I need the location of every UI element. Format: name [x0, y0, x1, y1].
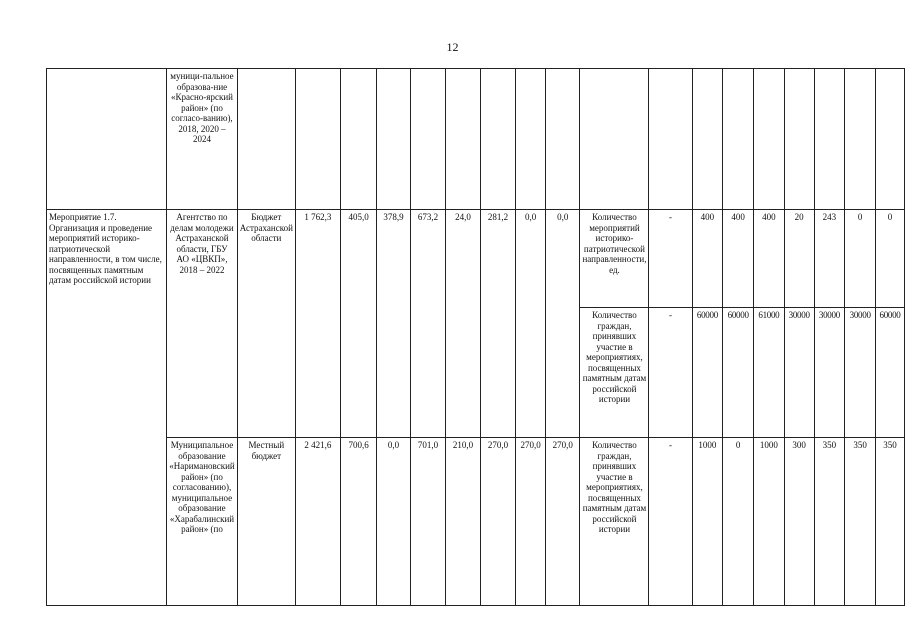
- cell-empty: [516, 69, 546, 210]
- cell-indicator-value: 61000: [754, 308, 785, 438]
- cell-funding-year: 700,6: [340, 438, 376, 606]
- cell-funding-year: 270,0: [516, 438, 546, 606]
- cell-empty: [580, 69, 649, 210]
- cell-empty: [295, 69, 340, 210]
- cell-empty: [377, 69, 411, 210]
- cell-indicator-name: Количество мероприятий историко-патриотической направленности, ед.: [580, 210, 649, 308]
- cell-indicator-value: 60000: [876, 308, 905, 438]
- cell-indicator-value: 243: [814, 210, 845, 308]
- cell-indicator-value: 400: [692, 210, 723, 308]
- cell-empty: [649, 69, 692, 210]
- cell-indicator-base: -: [649, 210, 692, 308]
- cell-indicator-value: 30000: [784, 308, 814, 438]
- cell-funding-year: 210,0: [446, 438, 481, 606]
- cell-funding-year: 0,0: [516, 210, 546, 438]
- cell-funding-year: 378,9: [377, 210, 411, 438]
- cell-executor: Агентство по делам молодежи Астраханской области, ГБУ АО «ЦВКП», 2018 – 2022: [167, 210, 237, 438]
- cell-executor: муници-пальное образова-ние «Красно-ярский район» (по согласо-ванию), 2018, 2020 – 2024: [167, 69, 237, 210]
- cell-indicator-value: 350: [845, 438, 876, 606]
- cell-funding-source: Бюджет Астраханской области: [237, 210, 295, 438]
- cell-funding-year: 0,0: [377, 438, 411, 606]
- cell-indicator-value: 350: [814, 438, 845, 606]
- cell-empty: [723, 69, 754, 210]
- cell-indicator-base: -: [649, 308, 692, 438]
- program-table: [46, 68, 905, 606]
- cell-funding-total: 1 762,3: [295, 210, 340, 438]
- cell-empty: [754, 69, 785, 210]
- cell-name-empty: [47, 69, 167, 210]
- cell-empty: [814, 69, 845, 210]
- cell-empty: [340, 69, 376, 210]
- cell-executor: Муниципальное образование «Наримановский район» (по согласованию), муниципальное образование «Харабалинский район» (по: [167, 438, 237, 606]
- table-row-municipal: [47, 438, 905, 606]
- cell-indicator-value: 30000: [814, 308, 845, 438]
- cell-indicator-value: 0: [845, 210, 876, 308]
- cell-funding-total: 2 421,6: [295, 438, 340, 606]
- cell-empty: [410, 69, 445, 210]
- cell-indicator-base: -: [649, 438, 692, 606]
- cell-empty: [446, 69, 481, 210]
- cell-indicator-value: 400: [723, 210, 754, 308]
- cell-indicator-value: 300: [784, 438, 814, 606]
- cell-empty: [237, 69, 295, 210]
- cell-indicator-value: 1000: [754, 438, 785, 606]
- cell-empty: [845, 69, 876, 210]
- cell-empty: [692, 69, 723, 210]
- cell-funding-year: 281,2: [480, 210, 515, 438]
- cell-measure-name: Мероприятие 1.7. Организация и проведение мероприятий историко-патриотической направленности, в том числе, посвященных памятным датам российской истории: [47, 210, 167, 606]
- cell-indicator-name: Количество граждан, принявших участие в мероприятиях, посвященных памятным датам российской истории: [580, 308, 649, 438]
- cell-indicator-value: 20: [784, 210, 814, 308]
- table-row-measure-1-7: [47, 210, 905, 308]
- cell-funding-year: 0,0: [545, 210, 580, 438]
- cell-indicator-name: Количество граждан, принявших участие в мероприятиях, посвященных памятным датам российской истории: [580, 438, 649, 606]
- cell-empty: [480, 69, 515, 210]
- table-row-continuation: [47, 69, 905, 210]
- cell-indicator-value: 350: [876, 438, 905, 606]
- cell-funding-year: 673,2: [410, 210, 445, 438]
- cell-funding-year: 24,0: [446, 210, 481, 438]
- cell-indicator-value: 60000: [723, 308, 754, 438]
- cell-empty: [784, 69, 814, 210]
- cell-indicator-value: 1000: [692, 438, 723, 606]
- cell-indicator-value: 30000: [845, 308, 876, 438]
- cell-funding-source: Местный бюджет: [237, 438, 295, 606]
- cell-funding-year: 405,0: [340, 210, 376, 438]
- page-number: 12: [446, 40, 459, 54]
- cell-indicator-value: 0: [876, 210, 905, 308]
- cell-funding-year: 270,0: [480, 438, 515, 606]
- cell-funding-year: 701,0: [410, 438, 445, 606]
- cell-indicator-value: 60000: [692, 308, 723, 438]
- cell-indicator-value: 0: [723, 438, 754, 606]
- cell-indicator-value: 400: [754, 210, 785, 308]
- cell-empty: [876, 69, 905, 210]
- cell-empty: [545, 69, 580, 210]
- cell-funding-year: 270,0: [545, 438, 580, 606]
